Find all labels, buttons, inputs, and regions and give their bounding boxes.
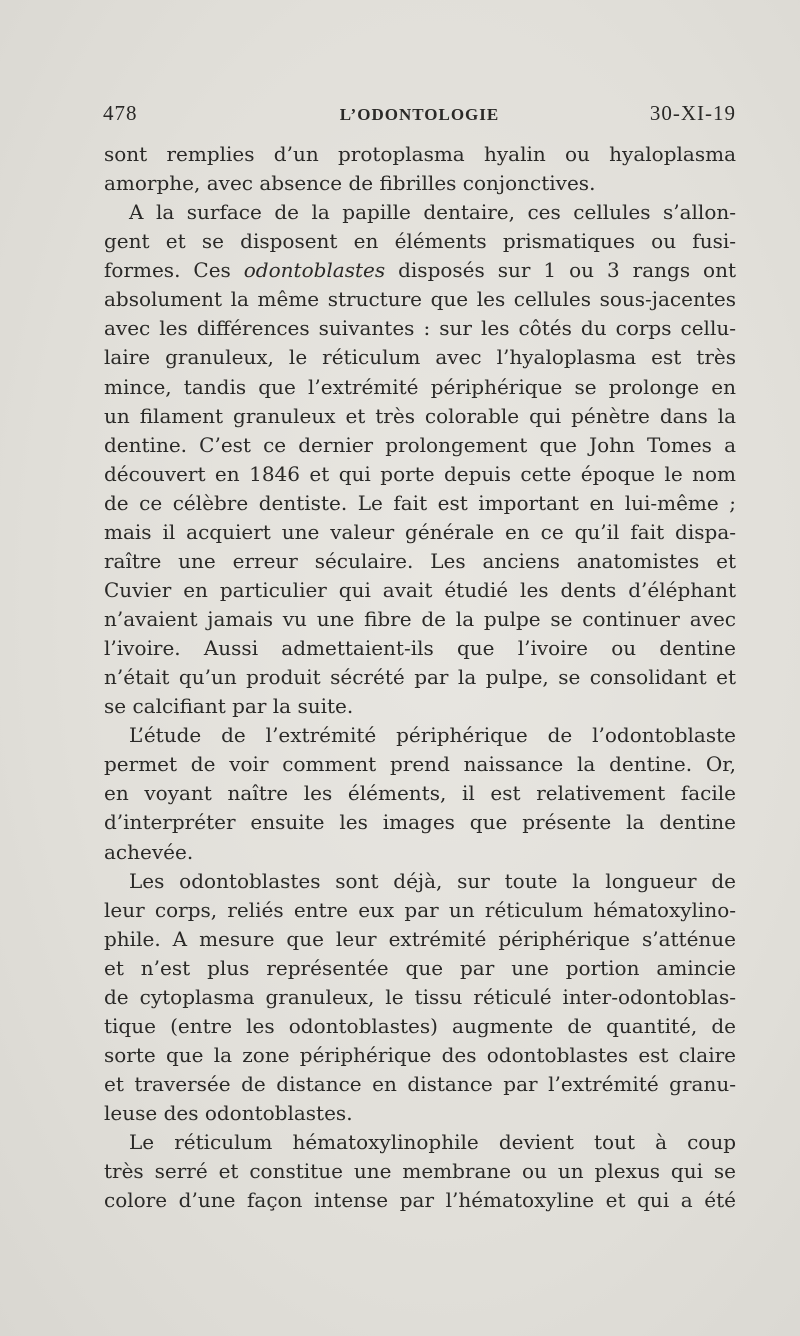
text-line: n’était qu’un produit sécrété par la pulpe, se consolidant et	[104, 665, 736, 690]
text-line: se calcifiant par la suite.	[104, 694, 354, 719]
text-line: dentine. C’est ce dernier prolongement que John Tomes a	[104, 432, 736, 457]
text-line: n’avaient jamais vu une fibre de la pulpe se continuer avec	[104, 607, 736, 631]
text-line: découvert en 1846 et qui porte depuis cette époque le nom	[104, 461, 736, 486]
text-line: leur corps, reliés entre eux par un réticulum hématoxylino-	[104, 897, 736, 922]
text-line: de ce célèbre dentiste. Le fait est important en lui-même ;	[104, 490, 736, 515]
text-line: phile. A mesure que leur extrémité périphérique s’atténue	[104, 926, 736, 951]
issue-date: 30-XI-19	[649, 101, 736, 125]
text-line: Les odontoblastes sont déjà, sur toute la longueur de	[129, 868, 736, 893]
text-line: gent et se disposent en éléments prismatiques ou fusi-	[104, 229, 736, 254]
text-line: Cuvier en particulier qui avait étudié les dents d’éléphant	[104, 577, 736, 602]
text-line: d’interpréter ensuite les images que présente la dentine	[104, 810, 736, 835]
text-line: absolument la même structure que les cellules sous-jacentes	[104, 287, 736, 312]
text-line: raître une erreur séculaire. Les anciens anatomistes et	[104, 548, 736, 573]
text-line: Le réticulum hématoxylinophile devient tout à coup	[129, 1130, 736, 1155]
text-span: formes. Ces	[104, 258, 244, 283]
text-line: un filament granuleux et très colorable qui pénètre dans la	[104, 403, 736, 428]
page-number: 478	[103, 101, 138, 125]
body-text	[104, 140, 736, 1215]
text-line: sorte que la zone périphérique des odontoblastes est claire	[104, 1042, 736, 1067]
text-line: et traversée de distance en distance par l’extrémité granu-	[104, 1072, 736, 1096]
text-line	[104, 256, 736, 285]
text-line: amorphe, avec absence de fibrilles conjonctives.	[104, 171, 596, 196]
text-line: A la surface de la papille dentaire, ces cellules s’allon-	[129, 200, 736, 225]
page-header	[103, 101, 736, 131]
text-line: achevée.	[104, 839, 194, 864]
running-title: L’ODONTOLOGIE	[339, 105, 500, 124]
text-line: mais il acquiert une valeur générale en ce qu’il fait dispa-	[104, 519, 736, 544]
text-line: leuse des odontoblastes.	[104, 1101, 353, 1126]
text-line: avec les différences suivantes : sur les côtés du corps cellu-	[104, 316, 736, 341]
text-line: de cytoplasma granuleux, le tissu réticulé inter-odontoblas-	[104, 984, 736, 1009]
text-line: l’ivoire. Aussi admettaient-ils que l’ivoire ou dentine	[104, 636, 736, 661]
text-line: mince, tandis que l’extrémité périphérique se prolonge en	[104, 374, 736, 399]
text-line: sont remplies d’un protoplasma hyalin ou hyaloplasma	[104, 142, 736, 166]
italic-term: odontoblastes	[243, 258, 386, 283]
text-line: et n’est plus représentée que par une portion amincie	[104, 955, 736, 980]
text-line: colore d’une façon intense par l’hématoxyline et qui a été	[104, 1188, 736, 1213]
text-line: tique (entre les odontoblastes) augmente de quantité, de	[104, 1013, 736, 1038]
text-span: disposés sur 1 ou 3 rangs ont	[385, 258, 737, 283]
text-line: permet de voir comment prend naissance la dentine. Or,	[104, 752, 736, 777]
text-line: laire granuleux, le réticulum avec l’hyaloplasma est très	[104, 345, 736, 370]
text-line: en voyant naître les éléments, il est relativement facile	[104, 781, 736, 806]
text-line: très serré et constitue une membrane ou un plexus qui se	[104, 1159, 736, 1184]
text-line: L’étude de l’extrémité périphérique de l’odontoblaste	[129, 723, 736, 748]
